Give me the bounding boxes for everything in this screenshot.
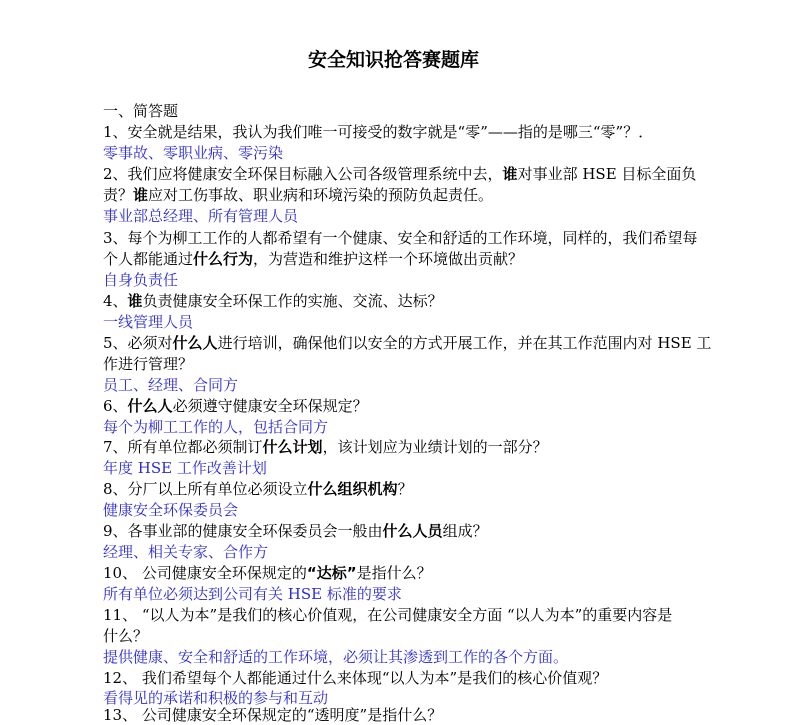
answer-2: 事业部总经理、所有管理人员 [103, 207, 299, 225]
answer-5: 员工、经理、合同方 [103, 376, 239, 394]
question-11-line-1: 11、 “以人为本”是我们的核心价值观，在公司健康安全方面 “以人为本”的重要内容是 [103, 606, 673, 624]
question-text: 负责健康安全环保工作的实施、交流、达标？ [142, 292, 443, 310]
answer-1: 零事故、零职业病、零污染 [103, 144, 284, 162]
answer-3: 自身负责任 [103, 271, 179, 289]
answer-10: 所有单位必须达到公司有关 HSE 标准的要求 [103, 585, 402, 603]
question-text: ？ [397, 480, 413, 498]
question-text: 必须遵守健康安全环保规定？ [172, 397, 368, 415]
question-text: 6、 [103, 397, 128, 415]
question-8 [103, 479, 753, 499]
answer-7: 年度 HSE 工作改善计划 [103, 459, 267, 477]
question-text: 5、必须对 [103, 334, 173, 352]
question-4 [103, 291, 753, 311]
answer-8: 健康安全环保委员会 [103, 501, 239, 519]
answer-4: 一线管理人员 [103, 313, 194, 331]
question-text: 是指什么？ [356, 564, 432, 582]
question-keyword: 什么计划 [262, 438, 323, 456]
question-13: 13、 公司健康安全环保规定的“透明度”是指什么？ [103, 706, 443, 724]
question-5-line-1 [103, 333, 753, 353]
question-6 [103, 396, 753, 416]
answer-12: 看得见的承诺和积极的参与和互动 [103, 689, 329, 707]
question-keyword: 什么组织机构 [307, 480, 398, 498]
question-12: 12、 我们希望每个人都能通过什么来体现“以人为本”是我们的核心价值观？ [103, 669, 608, 687]
answer-6: 每个为柳工工作的人，包括合同方 [103, 418, 329, 436]
question-3-line-2 [103, 249, 753, 269]
question-keyword: 什么人 [127, 397, 173, 415]
question-text: 10、 公司健康安全环保规定的 [103, 564, 307, 582]
page-title: 安全知识抢答赛题库 [307, 49, 479, 71]
question-keyword: 什么行为 [193, 250, 254, 268]
question-1: 1、安全就是结果，我认为我们唯一可接受的数字就是“零”——指的是哪三“零”？． [103, 123, 654, 141]
question-keyword: 谁 [502, 165, 518, 183]
question-10 [103, 563, 753, 583]
question-text: 责？ [103, 186, 134, 204]
question-text: 进行培训，确保他们以安全的方式开展工作，并在其工作范围内对 HSE 工 [217, 334, 712, 352]
question-2-line-2 [103, 185, 753, 205]
question-text: 个人都能通过 [103, 250, 194, 268]
question-text: 应对工伤事故、职业病和环境污染的预防负起责任。 [148, 186, 494, 204]
question-keyword: 谁 [133, 186, 149, 204]
question-text: 对事业部 HSE 目标全面负 [517, 165, 697, 183]
question-keyword: 什么人 [172, 334, 218, 352]
section-heading: 一、简答题 [103, 102, 179, 120]
question-3-line-1: 3、每个为柳工工作的人都希望有一个健康、安全和舒适的工作环境，同样的，我们希望每 [103, 229, 698, 247]
question-text: 9、各事业部的健康安全环保委员会一般由 [103, 522, 383, 540]
question-text: ，为营造和维护这样一个环境做出贡献？ [253, 250, 524, 268]
question-text: 8、分厂以上所有单位必须设立 [103, 480, 308, 498]
question-text: 7、所有单位都必须制订 [103, 438, 263, 456]
question-keyword: “达标” [306, 564, 357, 582]
question-5-line-2: 作进行管理？ [103, 355, 194, 373]
question-7 [103, 437, 753, 457]
answer-11: 提供健康、安全和舒适的工作环境，必须让其渗透到工作的各个方面。 [103, 648, 569, 666]
question-11-line-2: 什么？ [103, 627, 149, 645]
question-9 [103, 521, 753, 541]
question-text: ，该计划应为业绩计划的一部分？ [322, 438, 548, 456]
question-text: 4、 [103, 292, 128, 310]
answer-9: 经理、相关专家、合作方 [103, 543, 269, 561]
question-keyword: 谁 [127, 292, 143, 310]
question-text: 组成？ [442, 522, 488, 540]
question-keyword: 什么人员 [382, 522, 443, 540]
question-2-line-1 [103, 164, 753, 184]
question-text: 2、我们应将健康安全环保目标融入公司各级管理系统中去， [103, 165, 503, 183]
